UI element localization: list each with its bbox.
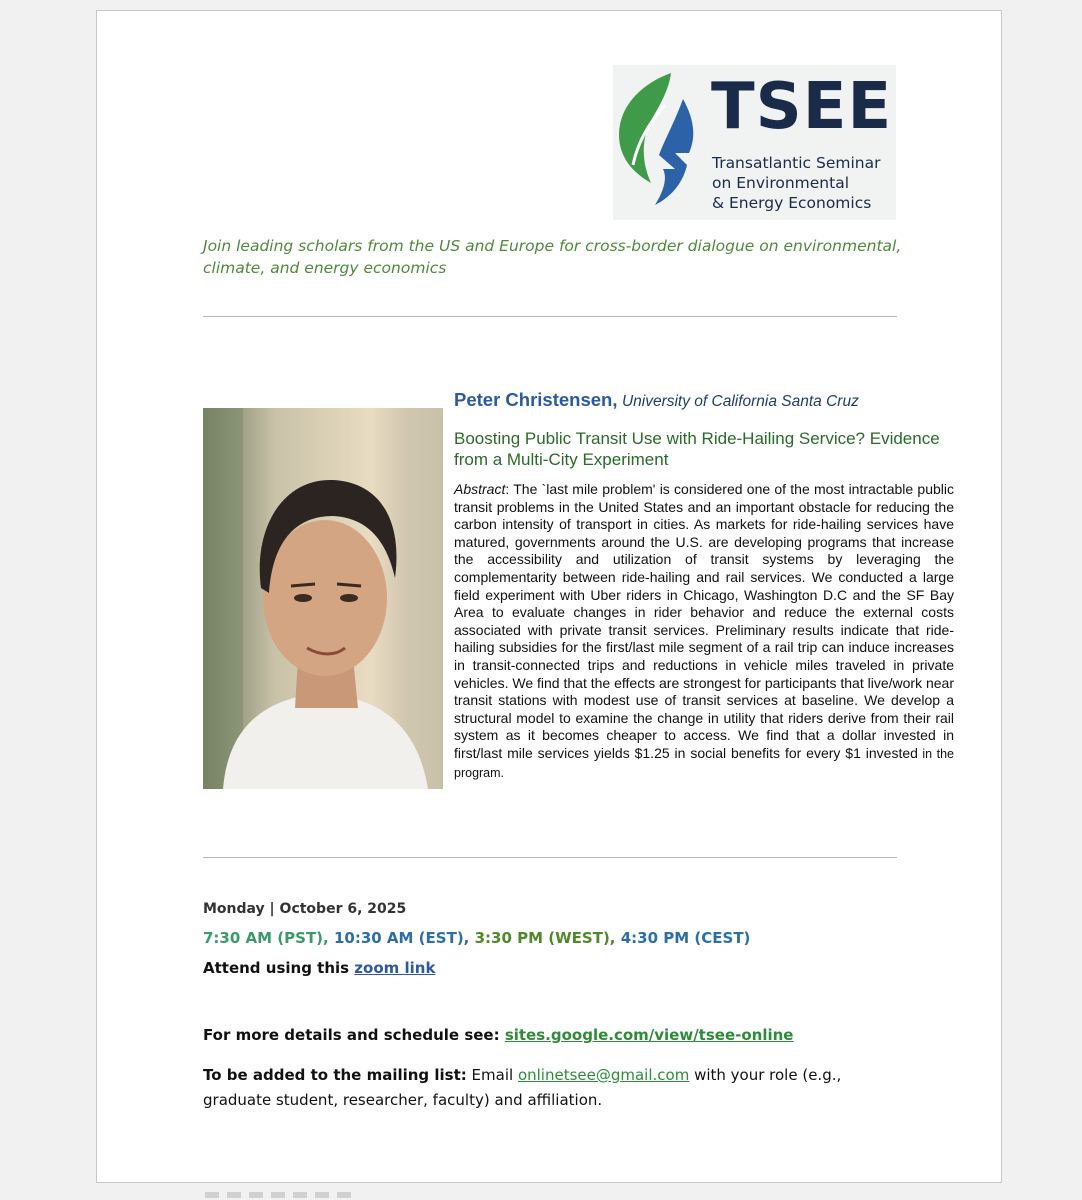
attend-line [203, 959, 435, 977]
logo-wordmark: TSEE [711, 70, 893, 144]
logo-subtitle-line: Transatlantic Seminar [712, 154, 881, 172]
details-line [203, 1026, 793, 1044]
tsee-logo [613, 65, 896, 220]
logo-subtitle-line: on Environmental [712, 174, 850, 192]
document-page [96, 10, 1002, 1183]
abstract-tail: in the program. [454, 746, 954, 780]
logo-subtitle [712, 153, 880, 213]
divider [203, 857, 897, 858]
leaf-bolt-icon [613, 65, 713, 220]
mailing-list-info [203, 1063, 843, 1113]
tagline: Join leading scholars from the US and Europe for cross-border dialogue on environmental, climate, and energy economics [203, 237, 902, 277]
abstract [454, 481, 954, 782]
time-est: 10:30 AM (EST), [333, 929, 475, 947]
next-page-fragment [205, 1192, 355, 1198]
logo-subtitle-line: & Energy Economics [712, 194, 872, 212]
mailing-label: To be added to the mailing list: [203, 1066, 467, 1084]
time-west: 3:30 PM (WEST), [474, 929, 621, 947]
event-date: Monday | October 6, 2025 [203, 901, 407, 917]
speaker-photo [203, 408, 443, 789]
zoom-link[interactable]: zoom link [354, 959, 436, 977]
attend-prefix: Attend using this [203, 959, 355, 977]
time-pst: 7:30 AM (PST), [203, 929, 334, 947]
speaker-affiliation: University of California Santa Cruz [621, 393, 859, 410]
email-link[interactable]: onlinetsee@gmail.com [517, 1066, 690, 1084]
abstract-body: : The `last mile problem' is considered one of the most intractable public transit problems in the United States and an important obstacle for reducing the carbon intensity of transport in cities. As markets for ride-hailing services have matured, governments around the U.S. are developing programs that increase the accessibility and utilization of transit systems by leveraging the complementarity between ride-hailing and rail services. We conducted a large field experiment with Uber riders in Chicago, Washington D.C and the SF Bay Area to evaluate changes in rider behavior and reduce the external costs associated with private transit services. Preliminary results indicate that ride-hailing subsidies for the first/last mile segment of a rail trip can induce increases in transit-connected trips and reductions in vehicle miles traveled in private vehicles. We find that the effects are strongest for participants that live/work near transit stations with modest use of transit services at baseline. We develop a structural model to examine the change in utility that riders derive from their rail system as it becomes cheaper to access. We find that a dollar invested in first/last mile services yields $1.25 in social benefits for every $1 invested [454, 481, 954, 761]
talk-title: Boosting Public Transit Use with Ride-Hailing Service? Evidence from a Multi-City Experiment [454, 429, 940, 469]
speaker-name: Peter Christensen, [454, 389, 618, 410]
event-times [203, 929, 750, 947]
details-label: For more details and schedule see: [203, 1026, 505, 1044]
abstract-label: Abstract [454, 481, 506, 497]
viewer-background [0, 1185, 1082, 1200]
speaker-line [454, 389, 859, 411]
mailing-suffix: with your role (e.g., graduate student, researcher, faculty) and affiliation. [203, 1066, 842, 1109]
mailing-prefix: Email [466, 1066, 518, 1084]
website-link[interactable]: sites.google.com/view/tsee-online [504, 1026, 794, 1044]
divider [203, 316, 897, 317]
time-cest: 4:30 PM (CEST) [620, 929, 751, 947]
